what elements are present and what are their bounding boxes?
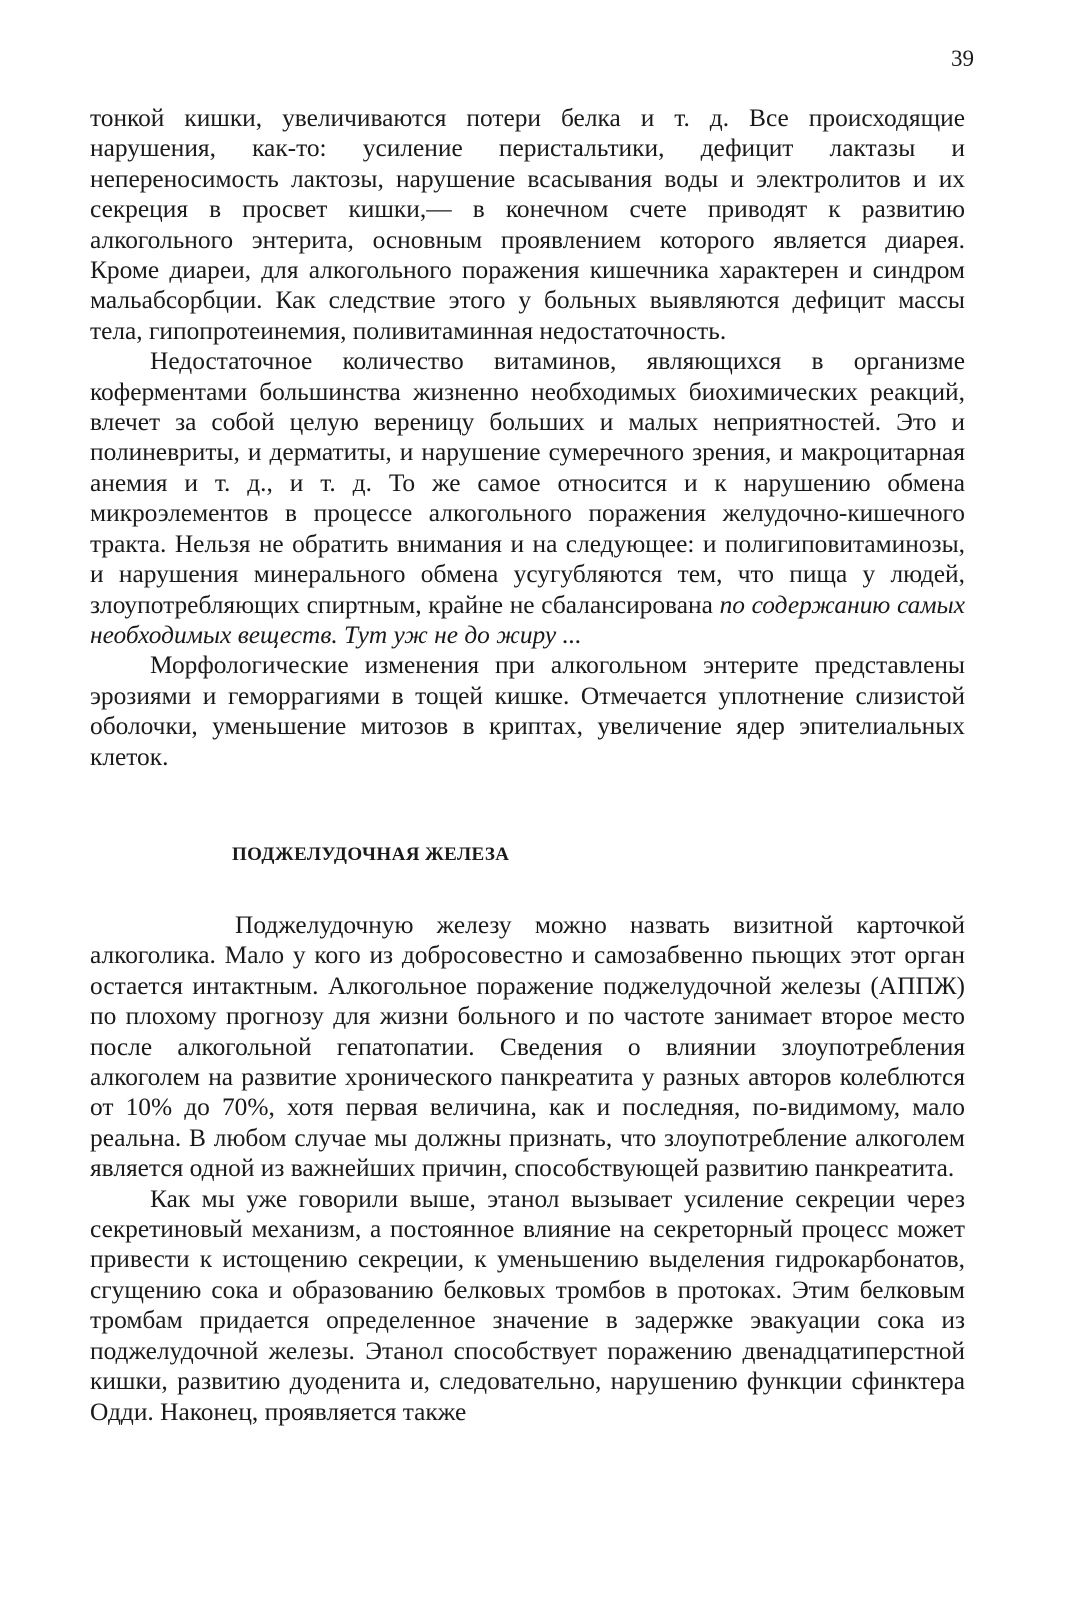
text-block-top [90, 103, 965, 772]
paragraph-vitamins-text: Недостаточное количество витаминов, являющихся в организме коферментами большинства жизненно необходимых биохимических реакций, влечет за собой целую вереницу больших и малых неприятностей. Это и полиневриты, и дерматиты, и нарушение сумеречного зрения, и макроцитарная анемия и т. д., и т. д. То же самое относится и к нарушению обмена микроэлементов в процессе алкогольного поражения желудочно-кишечного тракта. Нельзя не обратить внимания и на следующее: и полигиповитаминозы, и нарушения минерального обмена усугубляются тем, что пища у людей, злоупотребляющих спиртным, крайне не сбалансирована [90, 347, 965, 619]
paragraph-vitamins [90, 346, 965, 650]
paragraph-vitamins-italic-tail: по содержанию самых необходимых веществ. Тут уж не до жиру ... [90, 590, 966, 649]
page-number: 39 [951, 46, 974, 71]
paragraph-ethanol-secretion: Как мы уже говорили выше, этанол вызывает усиление секреции через секретиновый механизм, а постоянное влияние на секреторный процесс может привести к истощению секреции, к уменьшению выделения гидрокарбонатов, сгущению сока и образованию белковых тромбов в протоках. Этим белковым тромбам придается определенное значение в задержке эвакуации сока из поджелудочной железы. Этанол способствует поражению двенадцатиперстной кишки, развитию дуоденита и, следовательно, нарушению функции сфинктера Одди. Наконец, проявляется также [90, 1184, 965, 1426]
paragraph-pancreas-intro: Поджелудочную железу можно назвать визитной карточкой алкоголика. Мало у кого из добросовестно и самозабвенно пьющих этот орган остается интактным. Алкогольное поражение поджелудочной железы (АППЖ) по плохому прогнозу для жизни больного и по частоте занимает второе место после алкогольной гепатопатии. Сведения о влиянии злоупотребления алкоголем на развитие хронического панкреатита у разных авторов колеблются от 10% до 70%, хотя первая величина, как и последняя, по-видимому, мало реальна. В любом случае мы должны признать, что злоупотребление алкоголем является одной из важнейших причин, способствующей развитию панкреатита. [90, 911, 965, 1183]
section-heading: ПОДЖЕЛУДОЧНАЯ ЖЕЛЕЗА [232, 844, 510, 865]
paragraph-intestine-continuation: тонкой кишки, увеличиваются потери белка и т. д. Все происходящие нарушения, как-то: усиление перистальтики, дефицит лактазы и непереносимость лактозы, нарушение всасывания воды и электролитов и их секреция в просвет кишки,— в конечном счете приводят к развитию алкогольного энтерита, основным проявлением которого является диарея. Кроме диареи, для алкогольного поражения кишечника характерен и синдром мальабсорбции. Как следствие этого у больных выявляются дефицит массы тела, гипопротеинемия, поливитаминная недостаточность. [90, 104, 965, 345]
paragraph-morphology: Морфологические изменения при алкогольном энтерите представлены эрозиями и геморрагиями в тощей кишке. Отмечается уплотнение слизистой оболочки, уменьшение митозов в криптах, увеличение ядер эпителиальных клеток. [90, 651, 965, 771]
text-block-bottom [90, 910, 965, 1427]
